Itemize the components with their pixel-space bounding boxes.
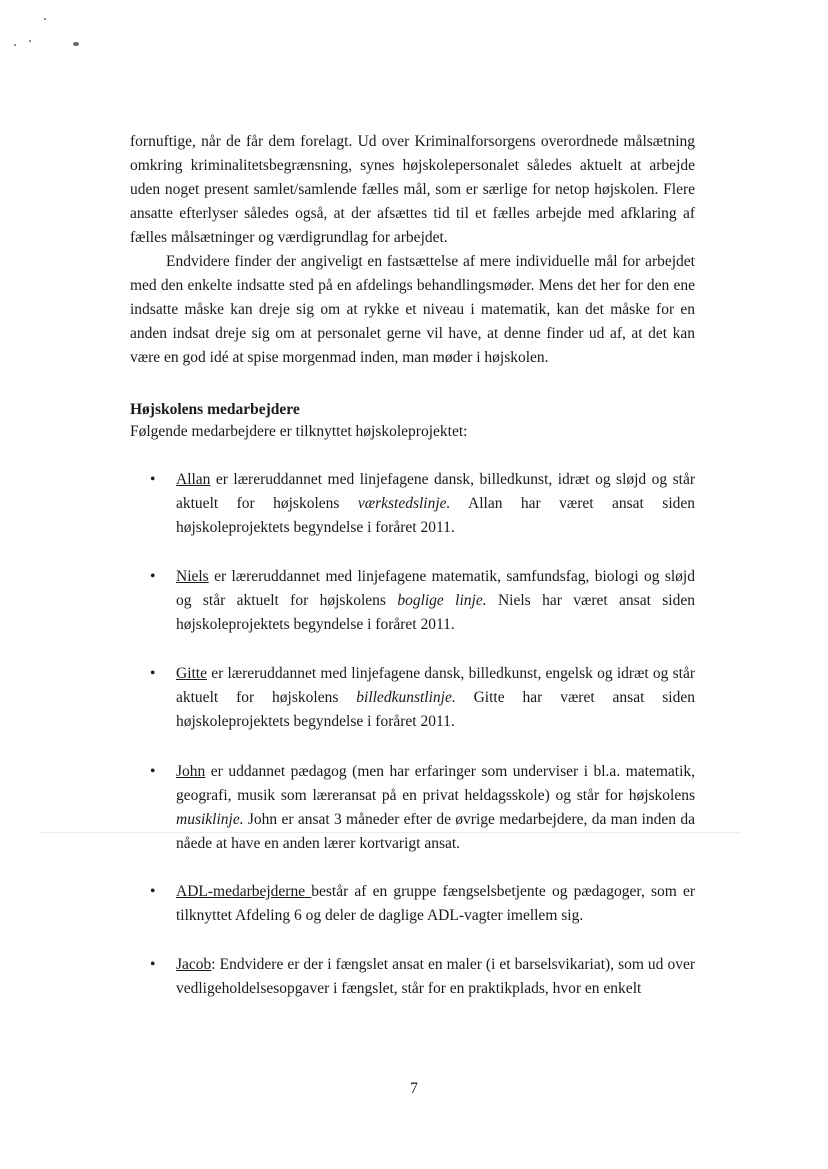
paragraph-1: fornuftige, når de får dem forelagt. Ud over Kriminalforsorgens overordnede målsætning omkring kriminalitetsbegrænsning, synes højskolepersonalet således aktuelt at arbejde uden noget present samlet/samlende fælles mål, som er særlige for netop højskolen. Flere ansatte efterlyser således også, at der afsættes tid til et fælles arbejde med afklaring af fælles målsætninger og værdigrundlag for arbejdet.: [130, 133, 695, 246]
paragraph-2: Endvidere finder der angiveligt en fastsættelse af mere individuelle mål for arbejdet med den enkelte indsatte sted på en afdelings behandlingsmøder. Mens det her for den ene indsatte måske kan dreje sig om at rykke et niveau i matematik, kan det måske for en anden indsat dreje sig om at personalet gerne vil have, at denne finder ud af, at det kan være en god idé at spise morgenmad inden, man møder i højskolen.: [130, 253, 695, 366]
list-item-allan: Allan er læreruddannet med linjefagene dansk, billedkunst, idræt og sløjd og står aktuelt for højskolens værkstedslinje. Allan har været ansat siden højskoleprojektets begyndelse i foråret 2011.: [176, 471, 695, 536]
staff-name: ADL-medarbejderne: [176, 883, 312, 900]
list-item-jacob: Jacob: Endvidere er der i fængslet ansat en maler (i et barselsvikariat), som ud over vedligeholdelsesopgaver i fængslet, står for en praktikplads, hvor en enkelt: [176, 956, 695, 997]
scan-speck: [73, 42, 79, 46]
bullet: •: [150, 956, 156, 973]
section-intro: Følgende medarbejdere er tilknyttet højskoleprojektet:: [130, 423, 468, 440]
staff-name: Allan: [176, 471, 211, 488]
list-item-adl: ADL-medarbejderne består af en gruppe fængselsbetjente og pædagoger, som er tilknyttet Afdeling 6 og deler de daglige ADL-vagter imellem sig.: [176, 883, 695, 924]
scan-speck: [44, 18, 46, 20]
section-heading: Højskolens medarbejdere: [130, 401, 300, 418]
staff-name: John: [176, 763, 206, 780]
staff-name: Niels: [176, 568, 209, 585]
bullet: •: [150, 763, 156, 780]
scan-speck: [14, 44, 16, 46]
bullet: •: [150, 568, 156, 585]
scan-speck: [29, 40, 31, 42]
list-item-niels: Niels er læreruddannet med linjefagene matematik, samfundsfag, biologi og sløjd og står aktuelt for højskolens boglige linje. Niels har været ansat siden højskoleprojektets begyndelse i foråret 2011.: [176, 568, 695, 633]
list-item-gitte: Gitte er læreruddannet med linjefagene dansk, billedkunst, engelsk og idræt og står aktuelt for højskolens billedkunstlinje. Gitte har været ansat siden højskoleprojektets begyndelse i foråret 2011.: [176, 665, 695, 730]
bullet: •: [150, 665, 156, 682]
page-number: 7: [410, 1080, 418, 1097]
bullet: •: [150, 471, 156, 488]
staff-name: Jacob: [176, 956, 212, 973]
staff-name: Gitte: [176, 665, 207, 682]
body-text: [130, 130, 695, 370]
bullet: •: [150, 883, 156, 900]
list-item-john: John er uddannet pædagog (men har erfaringer som underviser i bl.a. matematik, geografi, musik som læreransat på en privat heldagsskole) og står for højskolens musiklinje. John er ansat 3 måneder efter de øvrige medarbejdere, da man inden da nåede at have en anden lærer kortvarigt ansat.: [176, 763, 695, 852]
